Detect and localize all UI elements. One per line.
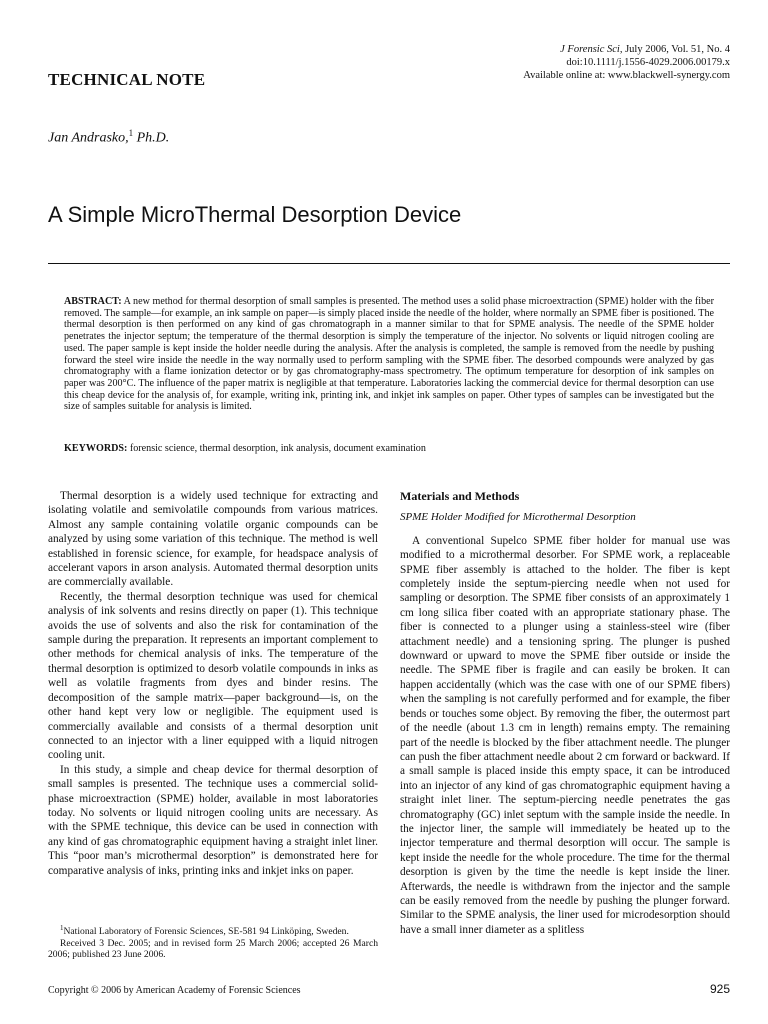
abstract-text: A new method for thermal desorption of small samples is presented. The method uses a solid phase microextraction (SPME) holder with the fiber removed. The sample—for example, an ink sample on paper—is simply placed inside the needle of the holder, where normally an SPME fiber is positioned. The thermal desorption is then performed on any kind of gas chromatograph in a manner similar to that for SPME analysis. The needle of the SPME holder penetrates the injector septum; the temperature of the thermal desorption is simply the temperature of the injector. No solvents or liquid nitrogen cooling are used. The paper sample is kept inside the holder needle during the analysis. After the analysis is completed, the sample is removed from the needle by pushing forward the steel wire inside the needle in the way normally used to perform sampling with the SPME fiber. The desorbed compounds were analyzed by gas chromatography with a flame ionization detector or by gas chromatography-mass spectrometry. The optimum temperature for desorption of ink samples on paper was 200°C. The influence of the paper matrix is negligible at that temperature. Laboratories lacking the commercial device for thermal desorption can use this cheap device for the analysis of, for example, writing ink, printing ink, and inkjet ink samples on paper. Other types of samples can be investigated but the size of samples suitable for analysis is limited. [64,296,714,413]
subsection-heading: SPME Holder Modified for Microthermal Desorption [400,511,636,524]
footnote-marker: 1 [60,924,64,932]
received-footnote: Received 3 Dec. 2005; and in revised form 25 March 2006; accepted 26 March 2006; published 23 June 2006. [48,937,378,961]
journal-available: Available online at: www.blackwell-synergy.com [523,70,730,81]
article-title: A Simple MicroThermal Desorption Device [48,202,462,227]
journal-issue: July 2006, Vol. 51, No. 4 [622,44,730,55]
title-divider [48,263,730,264]
left-column [48,489,378,878]
section-label: TECHNICAL NOTE [48,70,206,89]
keywords-text: forensic science, thermal desorption, ink analysis, document examination [127,443,426,454]
section-heading: Materials and Methods [400,489,520,503]
right-column [400,489,730,937]
journal-info [400,43,730,82]
body-paragraph: In this study, a simple and cheap device for thermal desorption of small samples is presented. The technique uses a commercial solid-phase microextraction (SPME) holder, available in most laboratories today. No solvents or liquid nitrogen cooling units are necessary. As with the SPME technique, this device can be used in connection with any kind of gas chromatographic equipment having a straight inlet liner. This “poor man’s microthermal desorption” is demonstrated here for comparative analysis of inks, printing inks and inkjet inks on paper. [48,763,378,877]
copyright-notice: Copyright © 2006 by American Academy of Forensic Sciences [48,985,301,996]
author-footnote-marker: 1 [128,128,134,138]
journal-doi: doi:10.1111/j.1556-4029.2006.00179.x [566,57,730,68]
author-degree: Ph.D. [133,130,170,146]
footnotes [48,923,378,961]
affiliation-text: National Laboratory of Forensic Sciences, SE-581 94 Linköping, Sweden. [63,926,349,938]
abstract [64,296,714,413]
keywords [64,443,714,455]
author-name: Jan Andrasko, [48,130,129,146]
affiliation-footnote [48,923,378,938]
author-line [48,128,169,147]
body-paragraph: Recently, the thermal desorption technique was used for chemical analysis of ink solvents and resins directly on paper (1). This technique avoids the use of solvents and also the risk for contamination of the sample during the preparation. It represents an important complement to other methods for chemical analysis of inks. The temperature of the thermal desorption is optimized to desorb volatile compounds in inks as well as volatile fragments from dyes and binder resins. The decomposition of the sample matrix—paper background—is, on the other hand kept very low or negligible. The equipment used is commercially available and consists of a thermal desorption unit connected to an injector with a liner equipped with a liquid nitrogen cooling unit. [48,590,378,762]
abstract-label: ABSTRACT: [64,296,122,307]
journal-name: J Forensic Sci, [560,44,623,55]
journal-citation [400,43,730,56]
page-number: 925 [709,982,730,996]
body-paragraph: A conventional Supelco SPME fiber holder for manual use was modified to a microthermal desorber. For SPME work, a replaceable SPME fiber assembly is attached to the holder. The fiber is kept completely inside the septum-piercing needle when not used for sampling or desorption. The SPME fiber consists of an approximately 1 cm long silica fiber coated with an appropriate stationary phase. The fiber is connected to a plunger using a stainless-steel wire (fiber attachment needle) and a tensioning spring. The plunger is pushed downward or upward to move the SPME fiber outside or inside the needle. The SPME fiber is fragile and can easily be broken. It can happen accidentally (which was the case with one of our SPME fibers) when the sampling is not carefully performed and for example, the fiber bends or touches some object. By removing the fiber, the outermost part of the needle (about 1.3 cm in length) remains empty. The remaining part of the needle is blocked by the fiber attachment needle. The plunger can push the fiber attachment needle about 2 cm forward or backward. If a small sample is placed inside this empty space, it can be introduced into an injector of any kind of gas chromatographic equipment having a straight inlet liner. The septum-piercing needle penetrates the gas chromatography (GC) inlet septum with the sample inside the needle. In the injector liner, the sample will immediately be heated up to the injector temperature and thermal desorption will occur. The sample is kept inside the needle for the whole procedure. The time for the thermal desorption is given by the time the needle is kept inside the liner. Afterwards, the needle is withdrawn from the injector and the sample can be easily removed from the needle by pushing the plunger forward. Similar to the SPME analysis, the liner used for microdesorption should have a small inner diameter as a splitless [400,534,730,936]
keywords-label: KEYWORDS: [64,443,128,454]
body-paragraph: Thermal desorption is a widely used technique for extracting and isolating volatile and semivolatile compounds from various matrices. Almost any sample containing volatile organic compounds can be analyzed by using some variation of this technique. The method is well established in forensic science, for example, for headspace analysis of accelerant vapors in arson analysis. Automated thermal desorption units are commercially available. [48,490,378,589]
